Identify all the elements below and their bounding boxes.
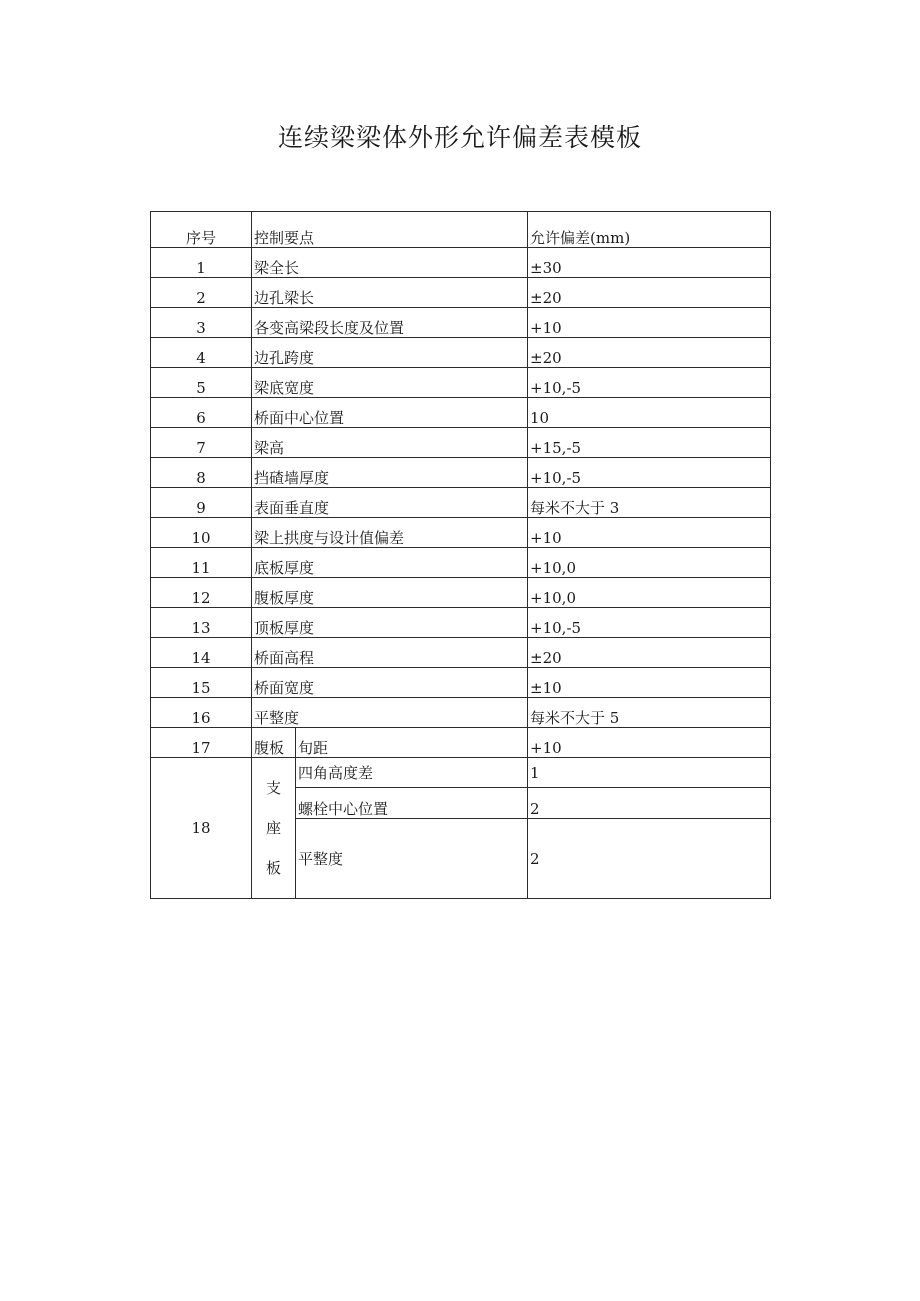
row-no: 1: [151, 248, 252, 278]
row-item: 平整度: [252, 698, 528, 728]
document-title: 连续梁梁体外形允许偏差表模板: [277, 123, 642, 152]
row-no: 8: [151, 458, 252, 488]
table-row: [151, 698, 771, 728]
row-item: 梁高: [252, 428, 528, 458]
table-row: [151, 398, 771, 428]
row-no: 3: [151, 308, 252, 338]
tolerance-table: [150, 211, 771, 899]
group-char: 板: [265, 859, 281, 877]
row-tolerance: 2: [528, 788, 771, 819]
row-tolerance: +15,-5: [528, 428, 771, 458]
row-no: 12: [151, 578, 252, 608]
row-tolerance: ±20: [528, 638, 771, 668]
row-group-bearing-plate: [252, 758, 296, 899]
row-tolerance: 每米不大于 3: [528, 488, 771, 518]
group-char: 座: [265, 819, 281, 837]
header-no: 序号: [151, 212, 252, 248]
row-group: 腹板: [252, 728, 296, 758]
row-tolerance: +10: [528, 518, 771, 548]
row-tolerance: +10,0: [528, 548, 771, 578]
row-item: 桥面高程: [252, 638, 528, 668]
row-tolerance: +10,-5: [528, 458, 771, 488]
table-row: [151, 668, 771, 698]
table-row: [151, 368, 771, 398]
row-tolerance: +10: [528, 728, 771, 758]
row-item: 梁上拱度与设计值偏差: [252, 518, 528, 548]
table-row: [151, 458, 771, 488]
row-item: 表面垂直度: [252, 488, 528, 518]
row-tolerance: +10,0: [528, 578, 771, 608]
row-no: 7: [151, 428, 252, 458]
table-row: [151, 308, 771, 338]
row-tolerance: 每米不大于 5: [528, 698, 771, 728]
row-item: 梁底宽度: [252, 368, 528, 398]
row-item: 四角高度差: [296, 758, 528, 788]
table-row: [151, 578, 771, 608]
row-no: 18: [151, 758, 252, 899]
row-no: 10: [151, 518, 252, 548]
row-no: 6: [151, 398, 252, 428]
row-item: 边孔梁长: [252, 278, 528, 308]
table-row: [151, 248, 771, 278]
row-item: 挡碴墙厚度: [252, 458, 528, 488]
row-item: 桥面中心位置: [252, 398, 528, 428]
row-no: 11: [151, 548, 252, 578]
row-no: 2: [151, 278, 252, 308]
row-item: 各变高梁段长度及位置: [252, 308, 528, 338]
row-tolerance: ±10: [528, 668, 771, 698]
row-no: 13: [151, 608, 252, 638]
header-item: 控制要点: [252, 212, 528, 248]
row-item: 顶板厚度: [252, 608, 528, 638]
row-tolerance: ±30: [528, 248, 771, 278]
row-item: 腹板厚度: [252, 578, 528, 608]
row-tolerance: ±20: [528, 278, 771, 308]
row-no: 9: [151, 488, 252, 518]
table-row: [151, 518, 771, 548]
group-char: 支: [265, 779, 281, 797]
row-item: 边孔跨度: [252, 338, 528, 368]
row-item: 桥面宽度: [252, 668, 528, 698]
row-item: 平整度: [296, 819, 528, 899]
row-tolerance: 1: [528, 758, 771, 788]
table-row-17: [151, 728, 771, 758]
table-row: [151, 548, 771, 578]
table-row: [151, 488, 771, 518]
table-row: [151, 608, 771, 638]
table-row: [151, 278, 771, 308]
row-tolerance: +10,-5: [528, 608, 771, 638]
row-tolerance: ±20: [528, 338, 771, 368]
row-no: 4: [151, 338, 252, 368]
row-tolerance: 2: [528, 819, 771, 899]
table-row: [151, 338, 771, 368]
table-header-row: [151, 212, 771, 248]
header-tolerance: 允许偏差(mm): [528, 212, 771, 248]
row-no: 15: [151, 668, 252, 698]
row-no: 14: [151, 638, 252, 668]
table-row: [151, 428, 771, 458]
row-tolerance: +10,-5: [528, 368, 771, 398]
row-no: 5: [151, 368, 252, 398]
row-item: 螺栓中心位置: [296, 788, 528, 819]
row-item: 底板厚度: [252, 548, 528, 578]
row-tolerance: 10: [528, 398, 771, 428]
row-item: 梁全长: [252, 248, 528, 278]
row-item: 旬距: [296, 728, 528, 758]
row-no: 17: [151, 728, 252, 758]
row-tolerance: +10: [528, 308, 771, 338]
row-no: 16: [151, 698, 252, 728]
table-row: [151, 638, 771, 668]
table-row-18: [151, 758, 771, 788]
